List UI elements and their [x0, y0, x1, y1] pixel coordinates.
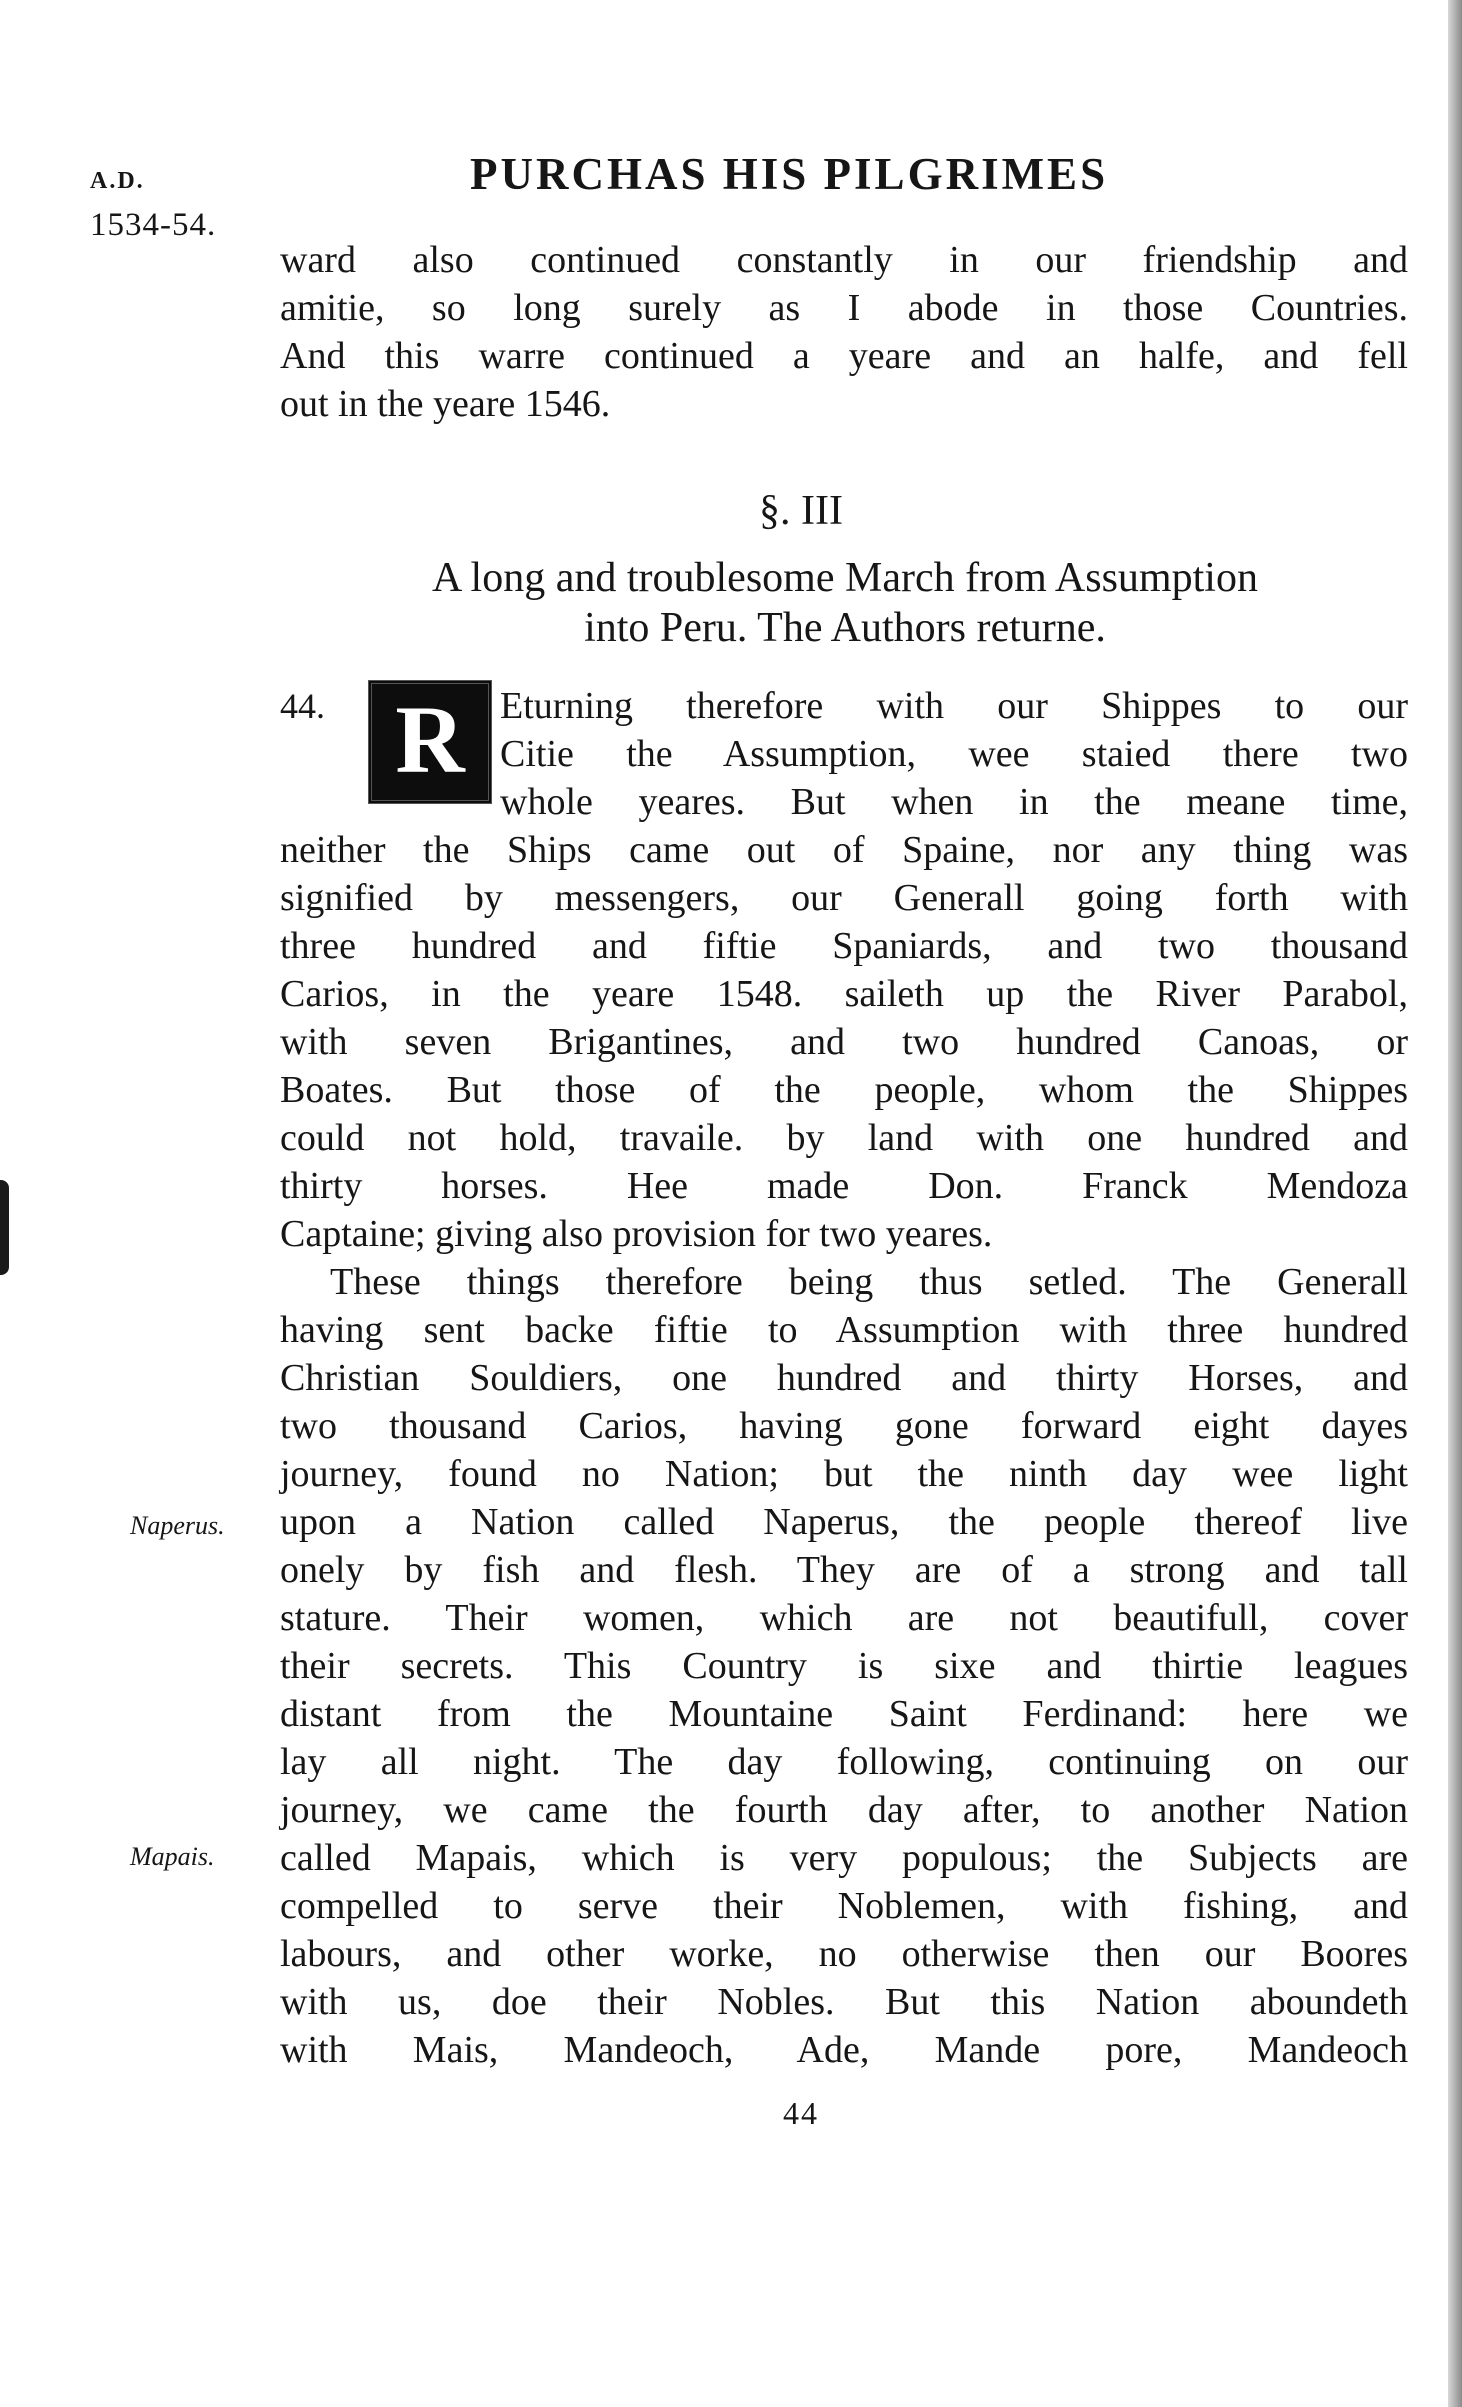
margin-date	[90, 168, 216, 244]
text-line: three hundred and fiftie Spaniards, and two thousand	[280, 925, 1408, 967]
text-line: having sent backe fiftie to Assumption with three hundred	[280, 1309, 1408, 1351]
dropcap-adjacent-text	[500, 682, 1408, 826]
text-line: And this warre continued a yeare and an halfe, and fell	[280, 335, 1408, 377]
text-line: lay all night. The day following, continuing on our	[280, 1741, 1408, 1783]
text-line: distant from the Mountaine Saint Ferdinand: here we	[280, 1693, 1408, 1735]
text-line: called Mapais, which is very populous; the Subjects are	[280, 1837, 1408, 1879]
section-mark: §. III	[759, 488, 843, 534]
text-line: Captaine; giving also provision for two yeares.	[280, 1213, 993, 1255]
text-line: upon a Nation called Naperus, the people thereof live	[280, 1501, 1408, 1543]
text-line: their secrets. This Country is sixe and thirtie leagues	[280, 1645, 1408, 1687]
text-line: with seven Brigantines, and two hundred Canoas, or	[280, 1021, 1408, 1063]
text-line: signified by messengers, our Generall going forth with	[280, 877, 1408, 919]
anno-domini-label: A.D.	[90, 168, 145, 194]
text-line: labours, and other worke, no otherwise then our Boores	[280, 1933, 1408, 1975]
text-line: ward also continued constantly in our friendship and	[280, 239, 1408, 281]
heading-line: A long and troublesome March from Assumption	[432, 555, 1258, 601]
text-line: journey, we came the fourth day after, to another Nation	[280, 1789, 1408, 1831]
scan-edge-shadow	[1448, 0, 1462, 2407]
marginal-note-mapais: Mapais.	[130, 1842, 215, 1871]
text-line: out in the yeare 1546.	[280, 383, 611, 425]
text-line: compelled to serve their Noblemen, with fishing, and	[280, 1885, 1408, 1927]
text-line: two thousand Carios, having gone forward eight dayes	[280, 1405, 1408, 1447]
text-line: with us, doe their Nobles. But this Nation aboundeth	[280, 1981, 1408, 2023]
year-range: 1534-54.	[90, 207, 217, 243]
text-line: Eturning therefore with our Shippes to our	[500, 685, 1408, 727]
text-line: Christian Souldiers, one hundred and thirty Horses, and	[280, 1357, 1408, 1399]
text-line: Citie the Assumption, wee staied there two	[500, 733, 1408, 775]
text-line: could not hold, travaile. by land with one hundred and	[280, 1117, 1408, 1159]
running-head-title: PURCHAS HIS PILGRIMES	[470, 149, 1109, 199]
text-line: stature. Their women, which are not beautifull, cover	[280, 1597, 1408, 1639]
text-line: thirty horses. Hee made Don. Franck Mendoza	[280, 1165, 1408, 1207]
page-number: 44	[783, 2095, 819, 2131]
decorated-initial: R	[368, 680, 492, 804]
heading-line: into Peru. The Authors returne.	[584, 605, 1106, 651]
text-line: These things therefore being thus setled. The Generall	[330, 1261, 1408, 1303]
body-text	[280, 826, 1408, 2074]
text-line: whole yeares. But when in the meane time,	[500, 781, 1408, 823]
opening-text	[280, 236, 1408, 428]
scan-ink-blot	[0, 1180, 9, 1275]
text-line: neither the Ships came out of Spaine, nor any thing was	[280, 829, 1408, 871]
text-line: Boates. But those of the people, whom the Shippes	[280, 1069, 1408, 1111]
text-line: with Mais, Mandeoch, Ade, Mande pore, Mandeoch	[280, 2029, 1408, 2071]
text-line: journey, found no Nation; but the ninth day wee light	[280, 1453, 1408, 1495]
paragraph-number: 44.	[280, 686, 325, 726]
section-heading	[280, 553, 1410, 653]
text-line: amitie, so long surely as I abode in those Countries.	[280, 287, 1408, 329]
text-line: onely by fish and flesh. They are of a strong and tall	[280, 1549, 1408, 1591]
marginal-note-naperus: Naperus.	[130, 1511, 225, 1540]
text-line: Carios, in the yeare 1548. saileth up the River Parabol,	[280, 973, 1408, 1015]
